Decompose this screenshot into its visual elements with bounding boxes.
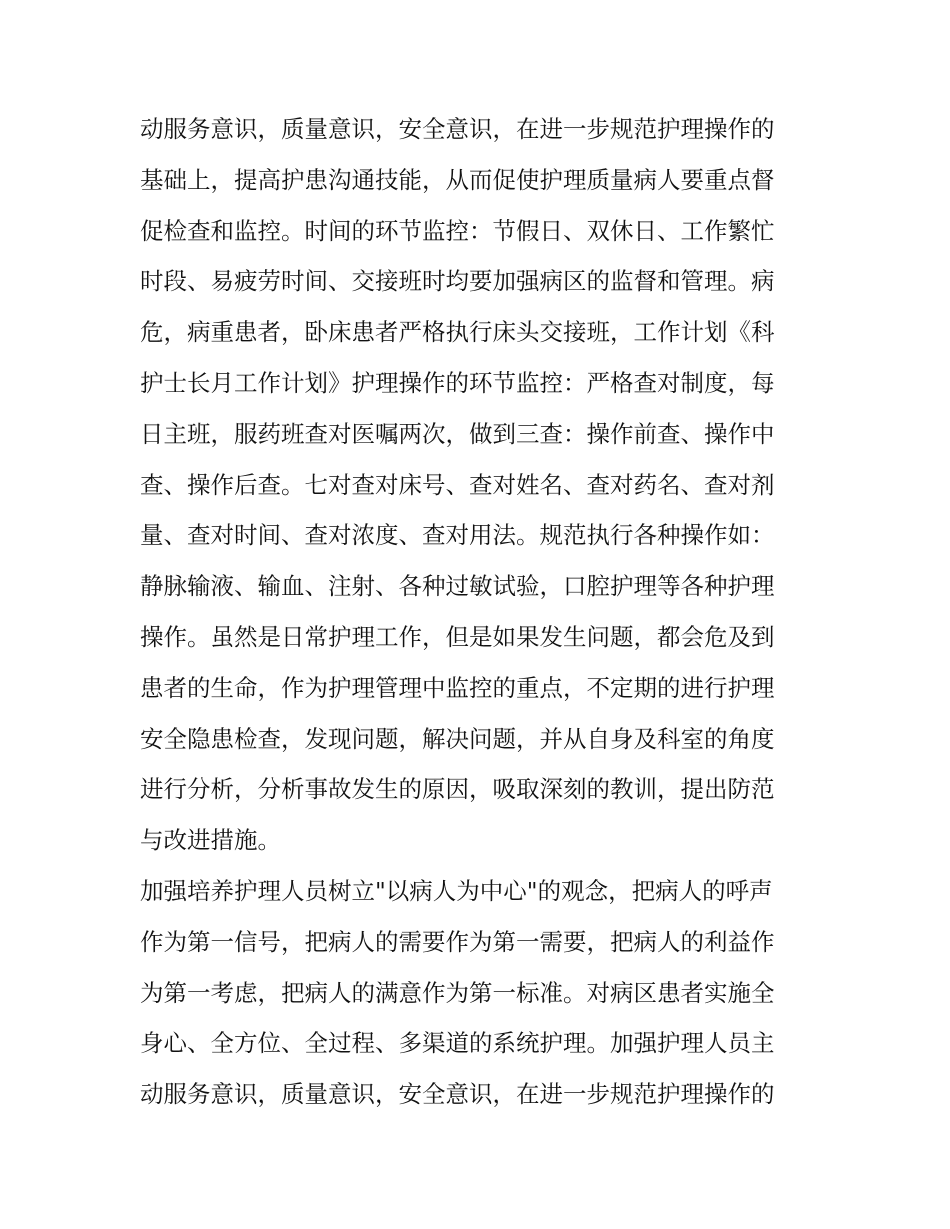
text-line: 护士长月工作计划》护理操作的环节监控：严格查对制度，每	[140, 368, 775, 397]
text-line: 基础上，提高护患沟通技能，从而促使护理质量病人要重点督	[140, 165, 775, 194]
text-line: 身心、全方位、全过程、多渠道的系统护理。加强护理人员主	[140, 1029, 775, 1058]
text-line: 与改进措施。	[140, 826, 281, 855]
text-line: 日主班，服药班查对医嘱两次，做到三查：操作前查、操作中	[140, 419, 775, 448]
body-text	[140, 109, 820, 1125]
text-line: 静脉输液、输血、注射、各种过敏试验，口腔护理等各种护理	[140, 572, 775, 601]
text-line: 加强培养护理人员树立"以病人为中心"的观念，把病人的呼声	[140, 876, 773, 905]
text-line: 进行分析，分析事故发生的原因，吸取深刻的教训，提出防范	[140, 775, 775, 804]
paragraph-1	[140, 109, 820, 871]
text-line: 为第一考虑，把病人的满意作为第一标准。对病区患者实施全	[140, 978, 775, 1007]
text-line: 作为第一信号，把病人的需要作为第一需要，把病人的利益作	[140, 927, 775, 956]
text-line: 查、操作后查。七对查对床号、查对姓名、查对药名、查对剂	[140, 470, 775, 499]
text-line: 促检查和监控。时间的环节监控：节假日、双休日、工作繁忙	[140, 216, 775, 245]
text-line: 安全隐患检查，发现问题，解决问题，并从自身及科室的角度	[140, 724, 775, 753]
text-line: 动服务意识，质量意识，安全意识，在进一步规范护理操作的	[140, 1080, 775, 1109]
text-line: 量、查对时间、查对浓度、查对用法。规范执行各种操作如：	[140, 521, 775, 550]
text-line: 操作。虽然是日常护理工作，但是如果发生问题，都会危及到	[140, 622, 775, 651]
paragraph-2	[140, 871, 820, 1125]
text-line: 危，病重患者，卧床患者严格执行床头交接班，工作计划《科	[140, 318, 775, 347]
text-line: 动服务意识，质量意识，安全意识，在进一步规范护理操作的	[140, 115, 775, 143]
text-line: 患者的生命，作为护理管理中监控的重点，不定期的进行护理	[140, 673, 775, 702]
text-line: 时段、易疲劳时间、交接班时均要加强病区的监督和管理。病	[140, 267, 775, 296]
